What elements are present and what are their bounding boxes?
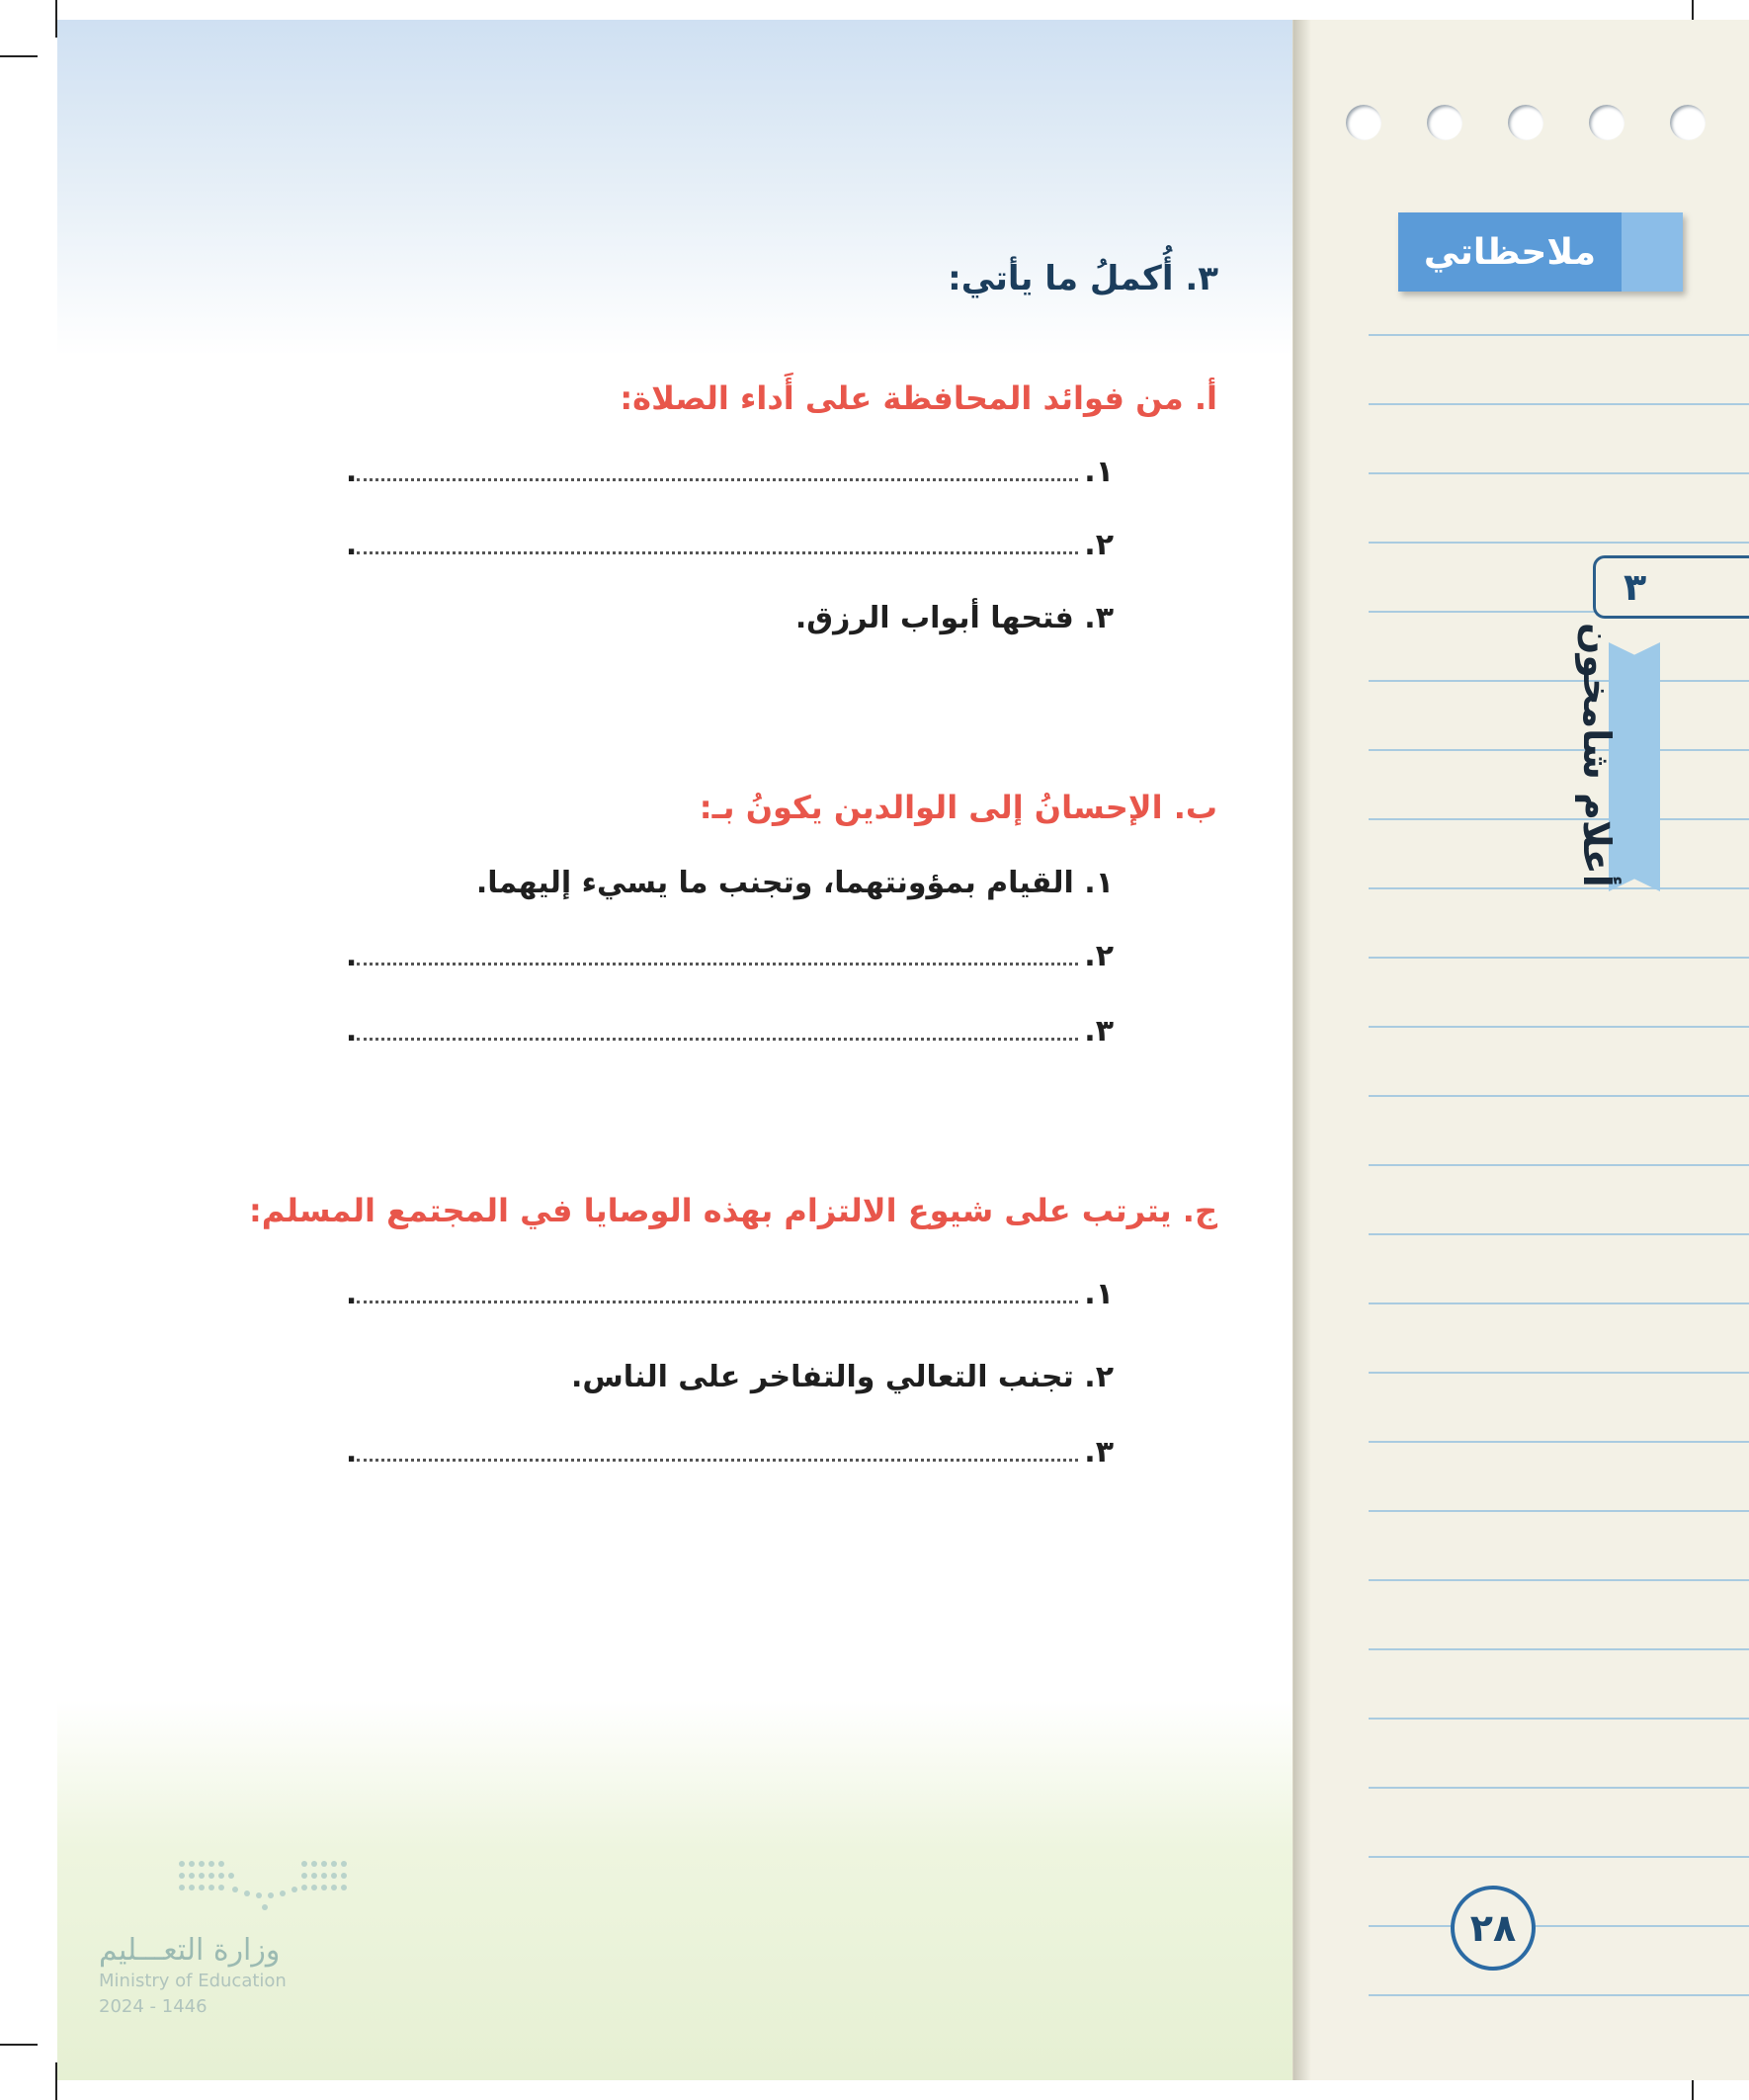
- item-end: .: [345, 1014, 358, 1049]
- list-item: [476, 866, 1114, 900]
- item-end: .: [345, 1435, 358, 1470]
- ruled-line: [1369, 680, 1749, 682]
- list-item: [571, 1360, 1114, 1394]
- ruled-line: [1369, 1026, 1749, 1028]
- ruled-line: [1369, 818, 1749, 820]
- list-item: [795, 601, 1114, 635]
- list-item: [346, 939, 1114, 973]
- binder-hole: [1670, 105, 1706, 140]
- list-item: [346, 528, 1114, 562]
- answer-blank[interactable]: [357, 1018, 1078, 1041]
- item-text: فتحها أبواب الرزق.: [794, 601, 1074, 635]
- ministry-name-arabic: وزارة التعـــليم: [99, 1933, 281, 1968]
- ruled-line: [1369, 1441, 1749, 1443]
- crop-mark: [0, 55, 38, 57]
- item-number: ٣.: [1084, 1435, 1114, 1470]
- ruled-line: [1369, 1510, 1749, 1512]
- ruled-line: [1369, 1925, 1749, 1927]
- ruled-line: [1369, 1648, 1749, 1650]
- list-item: [346, 1277, 1114, 1311]
- item-number: ١.: [1084, 866, 1114, 900]
- crop-mark: [0, 2044, 38, 2046]
- item-number: ٣.: [1084, 601, 1114, 635]
- ruled-line: [1369, 1856, 1749, 1858]
- unit-number: ٣: [1624, 565, 1647, 609]
- ministry-name-english: Ministry of Education: [99, 1971, 287, 1991]
- item-end: .: [345, 455, 358, 489]
- ministry-logo-icon: [176, 1856, 354, 1911]
- ruled-line: [1369, 1718, 1749, 1720]
- binder-hole: [1346, 105, 1381, 140]
- item-text: تجنب التعالي والتفاخر على الناس.: [571, 1360, 1074, 1394]
- unit-title: أعلام شامخون: [1575, 623, 1619, 887]
- ruled-line: [1369, 542, 1749, 544]
- ruled-line: [1369, 403, 1749, 405]
- section-c-title: ج. يترتب على شيوع الالتزام بهذه الوصايا في المجتمع المسلم:: [249, 1192, 1217, 1229]
- item-number: ١.: [1084, 455, 1114, 489]
- item-number: ٢.: [1084, 528, 1114, 562]
- ruled-line: [1369, 472, 1749, 474]
- item-end: .: [345, 1277, 358, 1311]
- ruled-line: [1369, 1579, 1749, 1581]
- answer-blank[interactable]: [357, 1281, 1078, 1303]
- answer-blank[interactable]: [357, 459, 1078, 481]
- list-item: [346, 455, 1114, 489]
- answer-blank[interactable]: [357, 532, 1078, 554]
- item-number: ٢.: [1084, 939, 1114, 973]
- item-end: .: [345, 939, 358, 973]
- list-item: [346, 1014, 1114, 1049]
- ruled-line: [1369, 887, 1749, 889]
- notes-panel: [1292, 20, 1749, 2080]
- ruled-line: [1369, 1095, 1749, 1097]
- ministry-year: 2024 - 1446: [99, 1996, 208, 2017]
- item-text: القيام بمؤونتهما، وتجنب ما يسيء إليهما.: [475, 866, 1074, 900]
- ruled-line: [1369, 1787, 1749, 1789]
- answer-blank[interactable]: [357, 1439, 1078, 1462]
- ruled-line: [1369, 957, 1749, 959]
- item-end: .: [345, 528, 358, 562]
- item-number: ٣.: [1084, 1014, 1114, 1049]
- ruled-line: [1369, 1302, 1749, 1304]
- section-a-title: أ. من فوائد المحافظة على أَداء الصلاة:: [620, 379, 1217, 417]
- binder-hole: [1589, 105, 1624, 140]
- answer-blank[interactable]: [357, 943, 1078, 966]
- ruled-line: [1369, 1372, 1749, 1374]
- question-title: ٣. أُكملُ ما يأتي:: [948, 259, 1218, 298]
- ruled-line: [1369, 749, 1749, 751]
- notes-header: [1398, 212, 1683, 292]
- ruled-line: [1369, 1994, 1749, 1996]
- item-number: ٢.: [1084, 1360, 1114, 1394]
- binder-hole: [1508, 105, 1543, 140]
- ruled-line: [1369, 334, 1749, 336]
- notes-header-label: ملاحظاتي: [1423, 231, 1596, 273]
- list-item: [346, 1435, 1114, 1470]
- section-b-title: ب. الإحسانُ إلى الوالدين يكونُ بـ:: [699, 789, 1217, 826]
- item-number: ١.: [1084, 1277, 1114, 1311]
- unit-number-tab: [1593, 555, 1749, 619]
- binder-hole: [1427, 105, 1462, 140]
- ruled-line: [1369, 1164, 1749, 1166]
- ruled-line: [1369, 1233, 1749, 1235]
- main-content-panel: [57, 20, 1292, 2080]
- page-number: ٢٨: [1451, 1886, 1536, 1971]
